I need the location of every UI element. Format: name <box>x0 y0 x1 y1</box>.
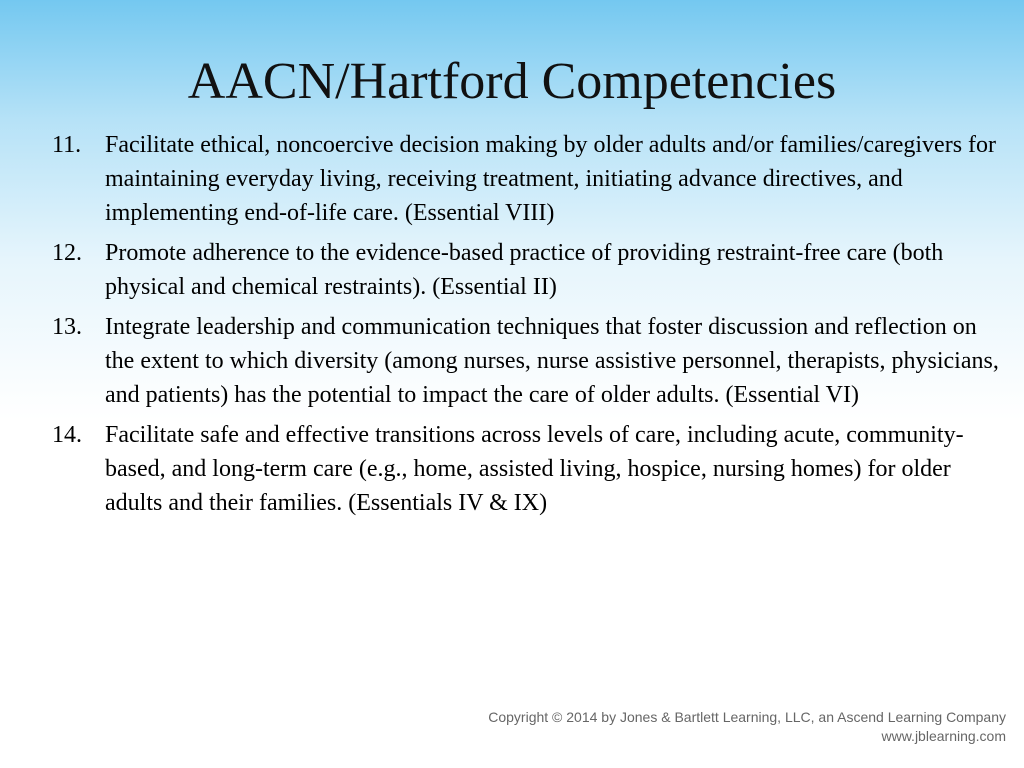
item-text: Facilitate safe and effective transitions across levels of care, including acute, community-based, and long-term care (e.g., home, assisted living, hospice, nursing homes) for older adults and their families. (Essentials IV & IX) <box>105 422 964 516</box>
competency-list <box>52 128 1002 520</box>
item-number: 13. <box>52 314 82 340</box>
item-text: Promote adherence to the evidence-based practice of providing restraint-free care (both physical and chemical restraints). (Essential II) <box>105 240 944 300</box>
list-item <box>52 418 1002 520</box>
list-item <box>52 128 1002 230</box>
item-text: Integrate leadership and communication techniques that foster discussion and reflection on the extent to which diversity (among nurses, nurse assistive personnel, therapists, physicians, and patients) has the potential to impact the care of older adults. (Essential VI) <box>105 314 999 408</box>
list-item <box>52 310 1002 412</box>
website-link[interactable]: www.jblearning.com <box>881 728 1006 744</box>
footer <box>488 708 1006 746</box>
copyright-notice: Copyright © 2014 by Jones & Bartlett Learning, LLC, an Ascend Learning Company <box>488 709 1006 725</box>
list-item <box>52 236 1002 304</box>
item-number: 12. <box>52 240 82 266</box>
item-number: 14. <box>52 422 82 448</box>
slide-title: AACN/Hartford Competencies <box>187 53 837 110</box>
item-number: 11. <box>52 132 82 158</box>
item-text: Facilitate ethical, noncoercive decision making by older adults and/or families/caregivers for maintaining everyday living, receiving treatment, initiating advance directives, and implementing end-of-life care. (Essential VIII) <box>105 132 997 226</box>
